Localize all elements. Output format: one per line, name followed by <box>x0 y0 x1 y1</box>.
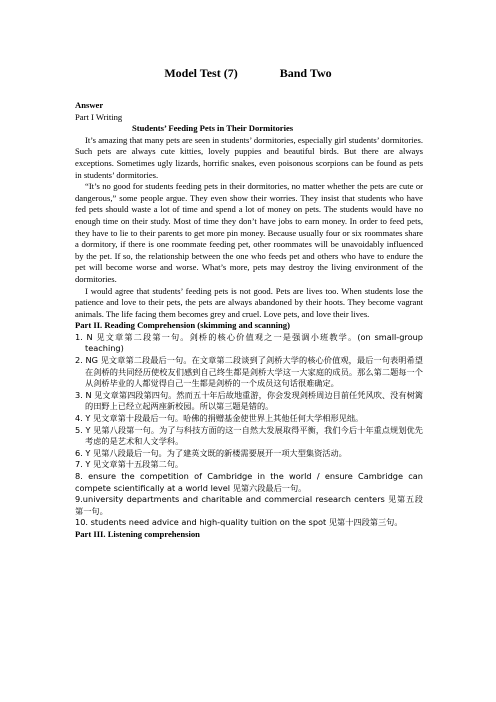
page-title <box>0 66 496 80</box>
answer-item-2: 2. NG 见文章第二段最后一句。在文章第二段谈到了剑桥大学的核心价值观，最后一句表明希望在剑桥的共同经历使校友们感到自己终生都是剑桥大学这一大家庭的成员。那么第二题每一个从剑桥毕业的人都觉得自己一生都是剑桥的一个成员这句话很难确定。 <box>75 355 423 389</box>
essay-paragraph-2: “It’s no good for students feeding pets in their dormitories, no matter whether the pets are cute or dangerous,” some people argue. They even show their worries. They insist that students who have fed pets should waste a lot of time and spend a lot of money on pets. The students would have no enough time on their study. Most of time they don’t have jobs to earn money. In order to feed pets, they have to lie to their parents to get more pin money. Because usually four or six roommates share a dormitory, if there is one roommate feeding pet, other roommates will be unavoidably influenced by the pet. If so, the relationship between the one who feeds pet and others who have to endure the pet will become worse and worse. What’s more, pets may destroy the living environment of the dormitories. <box>75 181 423 284</box>
part3-heading: Part III. Listening comprehension <box>75 528 200 539</box>
test-title: Model Test (7) <box>164 66 238 80</box>
answer-item-4: 4. Y 见文章第十段最后一句。哈佛的捐赠基金使世界上其他任何大学相形见绌。 <box>75 413 364 424</box>
essay-paragraph-3: I would agree that students’ feeding pets is not good. Pets are lives too. When students lose the patience and love to their pets, the pets are always abandoned by their hoots. They become vagrant animals. The life facing them becomes grey and cruel. Love pets, and love their lives. <box>75 285 423 319</box>
essay-paragraph-1: It’s amazing that many pets are seen in students’ dormitories, especially girl students’ dormitories. Such pets are always cute kitties, lovely puppies and beautiful birds. But there are always exceptions. Sometimes ugly lizards, horrific snakes, even poisonous scorpions can be found as pets in students’ dormitories. <box>75 134 423 180</box>
answer-item-5: 5. Y 见第八段第一句。为了与科技方面的这一自然大发展取得平衡，我们今后十年重点规划优先考虑的是艺术和人文学科。 <box>75 424 423 447</box>
answer-item-7: 7. Y 见文章第十五段第二句。 <box>75 459 184 470</box>
essay-title: Students’ Feeding Pets in Their Dormitories <box>132 123 294 134</box>
part1-heading: Part I Writing <box>75 111 123 122</box>
answer-item-9: 9.university departments and charitable and commercial research centers 见第五段第一句。 <box>75 494 423 516</box>
answer-item-1: 1. N 见文章第二段第一句。剑桥的核心价值观之一是强调小班教学。(on small-group teaching) <box>75 331 423 354</box>
answer-item-6: 6. Y 见第八段最后一句。为了建英文既的新楼需要展开一项大型集资活动。 <box>75 447 347 458</box>
band-title: Band Two <box>279 66 332 80</box>
answer-item-8: 8. ensure the competition of Cambridge in the world / ensure Cambridge can compete scientifically at a world level 见第六段最后一句。 <box>75 471 423 493</box>
part2-heading: Part II. Reading Comprehension (skimming and scanning) <box>75 320 290 331</box>
document-body <box>75 100 423 541</box>
answer-heading: Answer <box>75 100 104 110</box>
answer-item-3: 3. N 见文章第四段第四句。然而五十年后故地重游，你会发现剑桥周边目前任凭风吹、没有树篱的田野上已经立起两座新校园。所以第三题是错的。 <box>75 389 423 412</box>
answer-item-10: 10. students need advice and high-quality tuition on the spot 见第十四段第三句。 <box>75 517 403 528</box>
